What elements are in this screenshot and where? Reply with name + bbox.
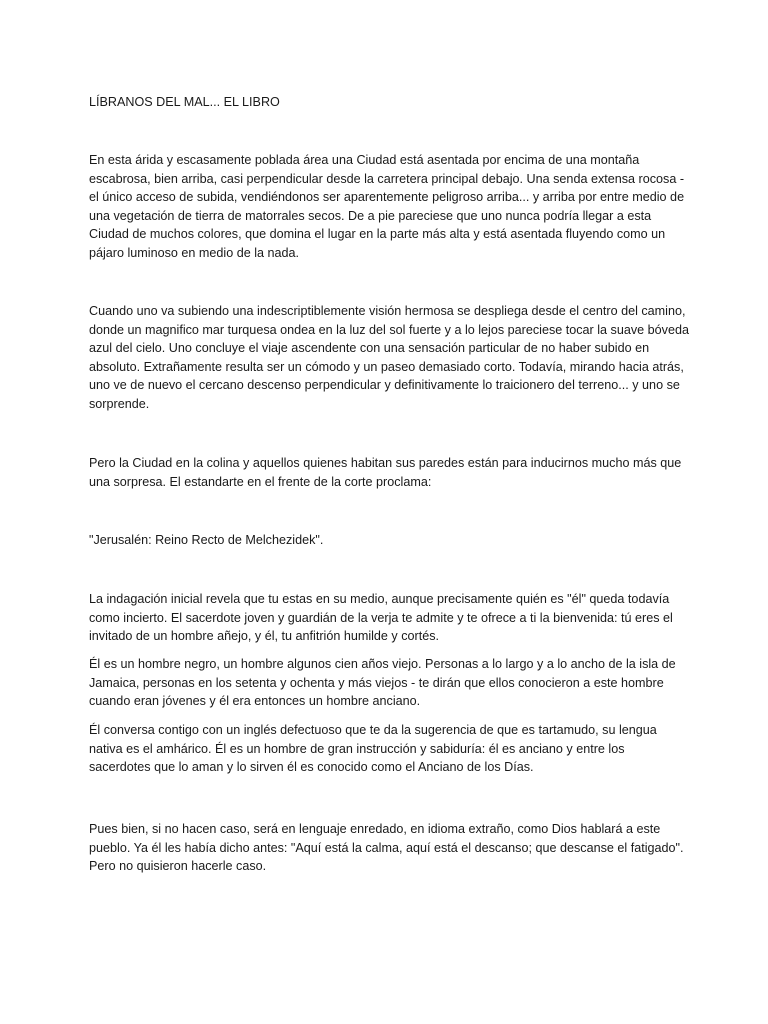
paragraph-inquiry: La indagación inicial revela que tu estas en su medio, aunque precisamente quién es "él" queda todavía como incierto. El sacerdote joven y guardián de la verja te admite y te ofrece a ti la bienvenida: tú eres el invitado de un hombre añejo, y él, tu anfitrión humilde y cortés. (89, 592, 673, 644)
paragraph-city-description: En esta árida y escasamente poblada área una Ciudad está asentada por encima de una montaña escabrosa, bien arriba, casi perpendicular desde la carretera principal debajo. Una senda extensa rocosa - el único acceso de subida, vendiéndonos ser aparentemente peligroso arriba... y arriba por entre medio de una vegetación de tierra de matorrales secos. De a pie pareciese que uno nunca podría llegar a esta Ciudad de muchos colores, que domina el lugar en la parte más alta y está asentada fluyendo como un pájaro luminoso en medio de la nada. (89, 153, 685, 260)
paragraph-city-surprise: Pero la Ciudad en la colina y aquellos quienes habitan sus paredes están para inducirnos mucho más que una sorpresa. El estandarte en el frente de la corte proclama: (89, 456, 682, 489)
paragraph-banner-quote: "Jerusalén: Reino Recto de Melchezidek". (89, 533, 324, 547)
paragraph-ascent: Cuando uno va subiendo una indescriptiblemente visión hermosa se despliega desde el centro del camino, donde un magnifico mar turquesa ondea en la luz del sol fuerte y a lo lejos pareciese tocar la suave bóveda azul del cielo. Uno concluye el viaje ascendente con una sensación particular de no haber subido en absoluto. Extrañamente resulta ser un cómodo y un paseo demasiado corto. Todavía, mirando hacia atrás, uno ve de nuevo el cercano descenso perpendicular y definitivamente lo traicionero del terreno... y uno se sorprende. (89, 304, 689, 411)
paragraph-closing: Pues bien, si no hacen caso, será en lenguaje enredado, en idioma extraño, como Dios hablará a este pueblo. Ya él les había dicho antes: "Aquí está la calma, aquí está el descanso; que descanse el fatigado". Pero no quisieron hacerle caso. (89, 822, 684, 874)
document-title: LÍBRANOS DEL MAL... EL LIBRO (89, 95, 280, 109)
paragraph-conversation: Él conversa contigo con un inglés defectuoso que te da la sugerencia de que es tartamudo, su lengua nativa es el amhárico. Él es un hombre de gran instrucción y sabiduría: él es anciano y entre los sacerdotes que lo aman y lo sirven él es conocido como el Anciano de los Días. (89, 723, 657, 775)
paragraph-old-man: Él es un hombre negro, un hombre algunos cien años viejo. Personas a lo largo y a lo ancho de la isla de Jamaica, personas en los setenta y ochenta y más viejos - te dirán que ellos conocieron a este hombre cuando eran jóvenes y él era entonces un hombre anciano. (89, 657, 676, 709)
